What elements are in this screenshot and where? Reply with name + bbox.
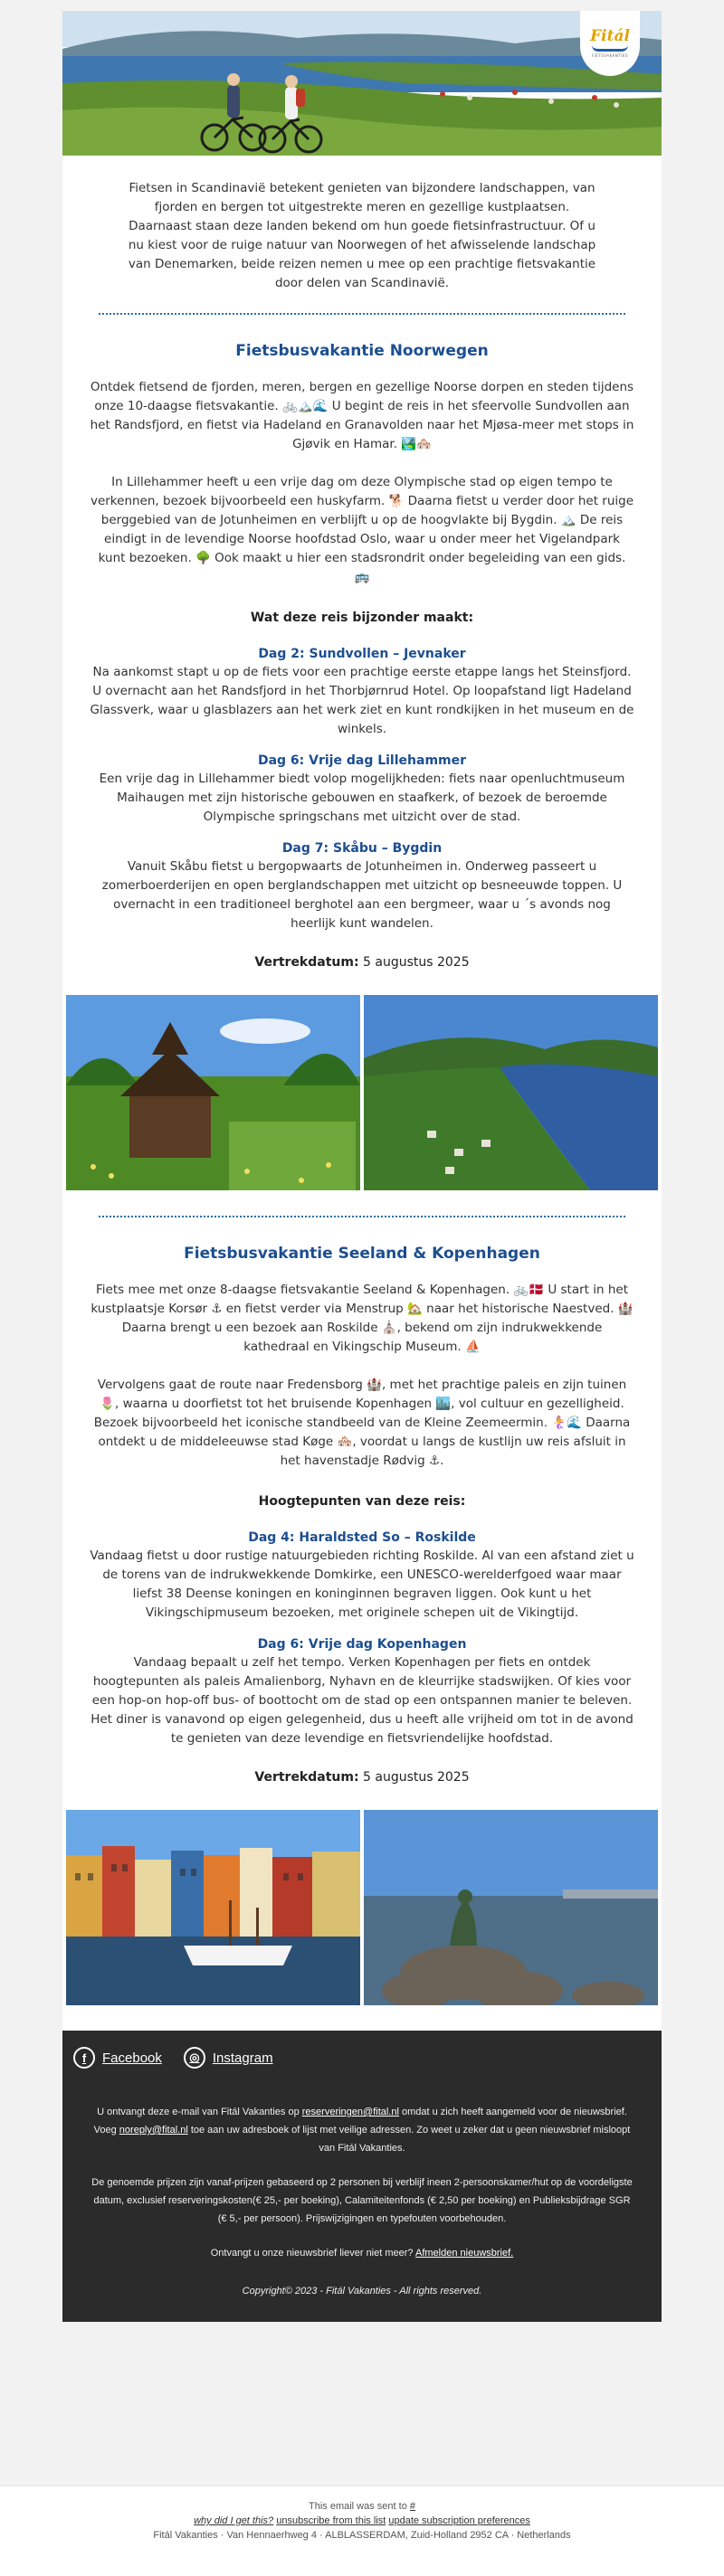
day-text: Een vrije dag in Lillehammer biedt volop mogelijkheden: fiets naar openluchtmuseum Maihaugen met zijn historische gebouwen en staafkerk, of bezoek de beroemde Olympische springschans met uitzicht over de stad.	[99, 772, 625, 824]
cyclists-lake-illustration	[62, 11, 662, 156]
norway-highlights-heading: Wat deze reis bijzonder maakt:	[250, 611, 474, 625]
footer	[62, 2031, 662, 2322]
day-text: Vandaag bepaalt u zelf het tempo. Verken Kopenhagen per fiets en ontdek hoogtepunten als paleis Amalienborg, Nyhavn en de kleurrijke stadswijken. Of kies voor een hop-on hop-off bus- of boottocht om de stad op een ontspannen manier te beleven. Het diner is vanavond op eigen gelegenheid, dus u heeft alle vrijheid om tot in de avond te genieten van deze levendige en fietsvriendelijke hoofdstad.	[90, 1655, 634, 1746]
day-item	[62, 1529, 662, 1623]
divider	[99, 313, 625, 315]
notice-text: omdat u zich heeft aangemeld voor de nieuwsbrief. Voeg	[93, 2107, 627, 2136]
spacer	[62, 2005, 662, 2031]
denmark-photos	[62, 1810, 662, 2005]
denmark-paragraph-1: Fiets mee met onze 8-daagse fietsvakantie Seeland & Kopenhagen. 🚲🇩🇰 U start in het kustplaatsje Korsør ⚓ en fietst verder via Menstrup 🏡 naar het historische Naestved. 🏰 Daarna brengt u een bezoek aan Roskilde ⛪, bekend om zijn indrukwekkende kathedraal en Vikingschip Museum. ⛵	[90, 1283, 634, 1354]
day-text: Vandaag fietst u door rustige natuurgebieden richting Roskilde. Al van een afstand ziet u de torens van de indrukwekkende Domkirke, een UNESCO-werelderfgoed waar maar liefst 38 Deense koningen en koninginnen begraven liggen. Ook kunt u het Vikingschipmuseum bezoeken, met originele schepen uit de Vikingtijd.	[90, 1548, 634, 1620]
social-links	[73, 2047, 651, 2069]
divider	[99, 1216, 625, 1217]
newsletter-body	[62, 11, 662, 2322]
little-mermaid-photo[interactable]	[364, 1810, 658, 2005]
norway-day-list	[62, 645, 662, 933]
departure-date: 5 augustus 2025	[363, 955, 470, 970]
day-title: Dag 6: Vrije dag Kopenhagen	[257, 1637, 467, 1652]
little-mermaid-illustration	[364, 1810, 658, 2005]
norway-valley-photo[interactable]	[364, 995, 658, 1190]
sent-to-line	[0, 2499, 724, 2514]
sent-to-text: This email was sent to	[309, 2501, 410, 2512]
spacer	[62, 1190, 662, 1216]
day-title: Dag 4: Haraldsted So – Roskilde	[248, 1530, 476, 1545]
day-text: Vanuit Skåbu fietst u bergopwaarts de Jotunheimen in. Onderweg passeert u zomerboerderijen en open berglandschappen met uitzicht op besneeuwde toppen. U overnacht in een traditioneel berghotel aan een bergmeer, waar u ´s avonds nog heerlijk kunt wandelen.	[101, 859, 623, 931]
email-meta-footer	[0, 2486, 724, 2576]
subscription-notice	[73, 2103, 651, 2157]
unsubscribe-newsletter-link[interactable]: Afmelden nieuwsbrief.	[415, 2248, 514, 2259]
day-title: Dag 7: Skåbu – Bygdin	[281, 841, 443, 856]
day-item	[62, 645, 662, 739]
denmark-departure	[62, 1770, 662, 1785]
norway-departure	[62, 955, 662, 970]
recipient-link[interactable]: #	[409, 2501, 415, 2512]
why-did-i-get-this-link[interactable]: why did I get this?	[194, 2515, 274, 2526]
instagram-icon: ◎	[184, 2047, 205, 2069]
reservations-email-link[interactable]: reserveringen@fital.nl	[301, 2107, 399, 2117]
day-title: Dag 2: Sundvollen – Jevnaker	[258, 647, 466, 661]
unsubscribe-question: Ontvangt u onze nieuwsbrief liever niet meer?	[210, 2248, 415, 2259]
denmark-highlights-heading: Hoogtepunten van deze reis:	[258, 1494, 466, 1509]
day-item	[62, 1635, 662, 1748]
norway-photos	[62, 995, 662, 1190]
logo-wordmark: Fitál	[590, 27, 630, 45]
departure-date: 5 augustus 2025	[363, 1770, 470, 1785]
stave-church-illustration	[66, 995, 360, 1190]
facebook-link[interactable]	[73, 2047, 162, 2069]
day-item	[62, 839, 662, 933]
norway-paragraph-1: Ontdek fietsend de fjorden, meren, bergen en gezellige Noorse dorpen en steden tijdens onze 10-daagse fietsvakantie. 🚲🏔️🌊 U begint de reis in het sfeervolle Sundvollen aan het Randsfjord, en fietst via Hadeland en Granavolden naar het Mjøsa-meer met stops in Gjøvik en Hamar. 🏞️🏘️	[90, 380, 634, 451]
nyhavn-photo[interactable]	[66, 1810, 360, 2005]
update-preferences-link[interactable]: update subscription preferences	[388, 2515, 530, 2526]
unsubscribe-line	[73, 2244, 651, 2262]
logo-swoosh-icon	[592, 45, 628, 52]
norway-paragraph-2: In Lillehammer heeft u een vrije dag om deze Olympische stad op eigen tempo te verkennen, bezoek bijvoorbeeld een huskyfarm. 🐕 Daarna fietst u verder door het ruige berggebied van de Jotunheimen en verblijft u op de hoogvlakte bij Bygdin. 🏔️ De reis eindigt in de levendige Noorse hoofdstad Oslo, waar u onder meer het Vigelandpark kunt bezoeken. 🌳 Ook maakt u hier een stadsrondrit onder begeleiding van een gids. 🚌	[90, 475, 634, 584]
intro-text: Fietsen in Scandinavië betekent genieten van bijzondere landschappen, van fjorden en bergen tot uitgestrekte meren en gezellige kustplaatsen. Daarnaast staan deze landen bekend om hun goede fietsinfrastructuur. Of u nu kiest voor de ruige natuur van Noorwegen of het afwisselende landschap van Denemarken, beide reizen nemen u mee op een prachtige fietsvakantie door delen van Scandinavië.	[128, 181, 596, 290]
logo-subtitle: FIETSVAKANTIES	[591, 53, 629, 58]
norway-title: Fietsbusvakantie Noorwegen	[235, 342, 489, 360]
departure-label: Vertrekdatum:	[254, 1770, 359, 1785]
sender-address: Fitál Vakanties · Van Hennaerhweg 4 · ALBLASSERDAM, Zuid-Holland 2952 CA · Netherlands	[153, 2530, 571, 2541]
price-disclaimer: De genoemde prijzen zijn vanaf-prijzen gebaseerd op 2 personen bij verblijf ineen 2-persoonskamer/hut op de voordeligste datum, exclusief reserveringskosten(€ 25,- per boeking), Calamiteitenfonds (€ 2,50 per boeking) en Publieksbijdrage SGR (€ 5,- per persoon). Prijswijzigingen en typefouten voorbehouden.	[91, 2177, 633, 2224]
hero-image	[62, 11, 662, 156]
day-item	[62, 752, 662, 827]
meta-links	[0, 2514, 724, 2528]
instagram-label: Instagram	[212, 2050, 273, 2066]
instagram-link[interactable]	[184, 2047, 273, 2069]
notice-text: toe aan uw adresboek of lijst met veilige adressen. Zo weet u zeker dat u geen nieuwsbrief misloopt van Fitál Vakanties.	[187, 2125, 631, 2154]
departure-label: Vertrekdatum:	[254, 955, 359, 970]
denmark-day-list	[62, 1529, 662, 1748]
facebook-label: Facebook	[102, 2050, 162, 2066]
copyright: Copyright© 2023 - Fitál Vakanties - All rights reserved.	[242, 2286, 482, 2297]
notice-text: U ontvangt deze e-mail van Fitál Vakanties op	[97, 2107, 302, 2117]
unsubscribe-list-link[interactable]: unsubscribe from this list	[276, 2515, 386, 2526]
day-text: Na aankomst stapt u op de fiets voor een prachtige eerste etappe langs het Steinsfjord. U overnacht aan het Randsfjord in het Thorbjørnrud Hotel. Op loopafstand ligt Hadeland Glassverk, waar u glasblazers aan het werk ziet en kunt rondkijken in het museum en de winkels.	[90, 665, 634, 736]
fital-logo[interactable]	[580, 11, 640, 76]
stave-church-photo[interactable]	[66, 995, 360, 1190]
nyhavn-illustration	[66, 1810, 360, 2005]
denmark-paragraph-2: Vervolgens gaat de route naar Fredensborg 🏰, met het prachtige paleis en zijn tuinen 🌷, waarna u doorfietst tot het bruisende Kopenhagen 🏙️, vol cultuur en gezelligheid. Bezoek bijvoorbeeld het iconische standbeeld van de Kleine Zeemeermin. 🧜‍♀️🌊 Daarna ontdekt u de middeleeuwse stad Køge 🏘️, voordat u langs de kustlijn uw reis afsluit in het havenstadje Rødvig ⚓.	[93, 1378, 631, 1468]
day-title: Dag 6: Vrije dag Lillehammer	[257, 753, 467, 768]
noreply-email-link[interactable]: noreply@fital.nl	[119, 2125, 188, 2136]
valley-river-illustration	[364, 995, 658, 1190]
denmark-title: Fietsbusvakantie Seeland & Kopenhagen	[184, 1245, 540, 1263]
facebook-icon: f	[73, 2047, 95, 2069]
